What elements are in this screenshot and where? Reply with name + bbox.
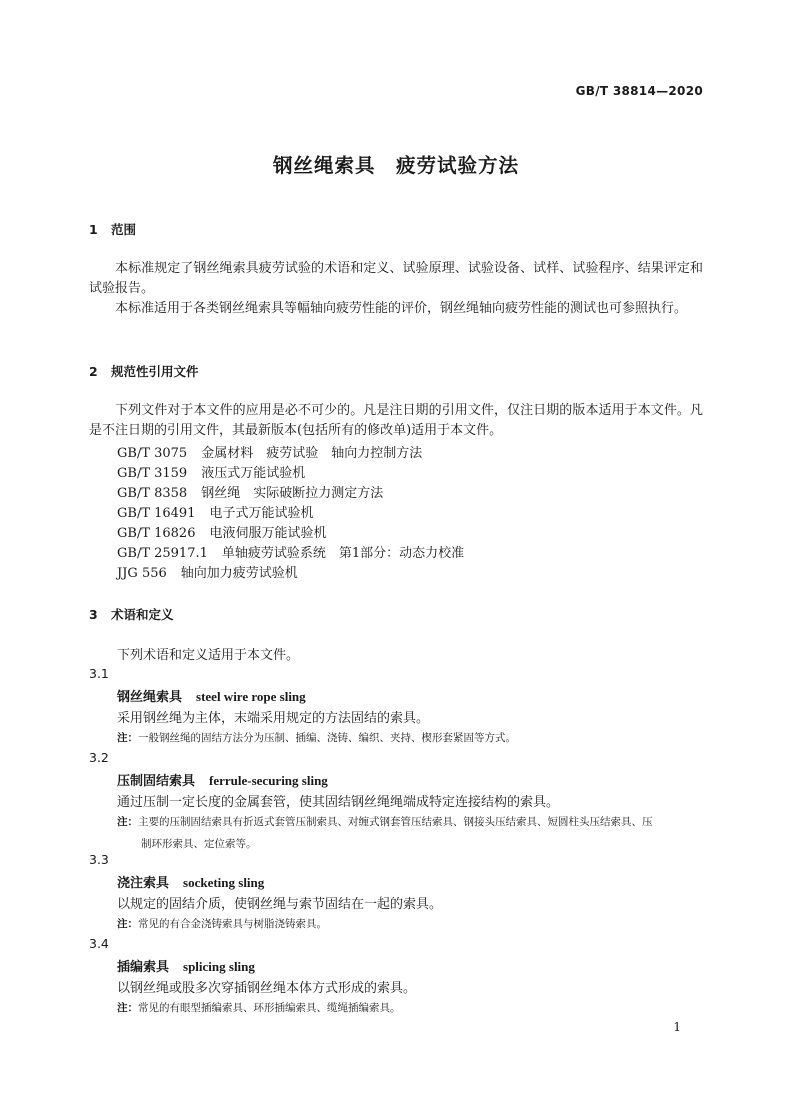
- section-1-paragraph-2: 本标准适用于各类钢丝绳索具等幅轴向疲劳性能的评价，钢丝绳轴向疲劳性能的测试也可参照执行。: [115, 301, 688, 316]
- reference-item: [117, 462, 305, 481]
- reference-code: GB/T 16491: [117, 506, 196, 521]
- reference-title: 轴向加力疲劳试验机: [180, 566, 298, 581]
- clause-number: 3.3: [89, 852, 109, 867]
- document-title: 钢丝绳索具 疲劳试验方法: [272, 154, 519, 177]
- note-text: 常见的有合金浇铸索具与树脂浇铸索具。: [138, 918, 327, 930]
- reference-item: [117, 482, 383, 501]
- page-number: 1: [673, 1020, 681, 1034]
- term-heading: [117, 770, 328, 789]
- clause-number: 3.2: [89, 750, 109, 765]
- note-label: 注：: [117, 816, 138, 828]
- term-definition: 采用钢丝绳为主体，末端采用规定的方法固结的索具。: [117, 711, 430, 726]
- section-title: 范围: [111, 222, 137, 237]
- note-text: 主要的压制固结索具有折返式套管压制索具、对缠式钢套管压结索具、钢接头压结索具、短圆柱头压结索具、压: [138, 816, 653, 828]
- section-2-heading: [89, 362, 199, 380]
- reference-code: GB/T 25917.1: [117, 546, 208, 561]
- standard-code: GB/T 38814—2020: [575, 84, 703, 98]
- term-note: [117, 998, 703, 1018]
- reference-code: GB/T 3075: [117, 446, 188, 461]
- reference-title: 钢丝绳 实际破断拉力测定方法: [201, 486, 384, 501]
- term-heading: [117, 686, 306, 705]
- term-definition: 以规定的固结介质，使钢丝绳与索节固结在一起的索具。: [117, 897, 443, 912]
- clause-number: 3.4: [89, 936, 109, 951]
- term-en: steel wire rope sling: [196, 689, 306, 704]
- section-title: 规范性引用文件: [111, 364, 199, 379]
- reference-item: [117, 502, 314, 521]
- reference-title: 单轴疲劳试验系统 第1部分：动态力校准: [221, 546, 465, 561]
- reference-code: GB/T 16826: [117, 526, 196, 541]
- note-label: 注：: [117, 732, 138, 744]
- section-2-paragraph-1: 下列文件对于本文件的应用是必不可少的。凡是注日期的引用文件，仅注日期的版本适用于本文件。凡是不注日期的引用文件，其最新版本(包括所有的修改单)适用于本文件。: [89, 403, 703, 438]
- reference-title: 金属材料 疲劳试验 轴向力控制方法: [201, 446, 423, 461]
- section-title: 术语和定义: [111, 607, 174, 622]
- term-definition: 通过压制一定长度的金属套管，使其固结钢丝绳绳端成特定连接结构的索具。: [117, 795, 560, 810]
- term-heading: [117, 872, 264, 891]
- term-heading: [117, 956, 255, 975]
- section-number: 3: [89, 607, 98, 622]
- reference-title: 电液伺服万能试验机: [209, 526, 327, 541]
- term-zh: 压制固结索具: [117, 774, 196, 789]
- reference-title: 液压式万能试验机: [201, 466, 306, 481]
- clause-number: 3.1: [89, 666, 109, 681]
- term-zh: 插编索具: [117, 960, 170, 975]
- term-zh: 浇注索具: [117, 876, 170, 891]
- term-note: [117, 728, 703, 748]
- term-en: splicing sling: [183, 959, 255, 974]
- note-label: 注：: [117, 918, 138, 930]
- term-note-continuation: 制环形索具、定位索等。: [141, 838, 257, 850]
- term-en: socketing sling: [183, 875, 265, 890]
- reference-item: [117, 562, 298, 581]
- section-number: 2: [89, 364, 98, 379]
- term-note: [117, 812, 703, 832]
- section-1-paragraph-1: 本标准规定了钢丝绳索具疲劳试验的术语和定义、试验原理、试验设备、试样、试验程序、结果评定和试验报告。: [89, 261, 703, 296]
- section-1-heading: [89, 220, 136, 238]
- term-definition: 以钢丝绳或股多次穿插钢丝绳本体方式形成的索具。: [117, 981, 417, 996]
- note-text: 常见的有眼型插编索具、环形插编索具、缆绳插编索具。: [138, 1002, 401, 1014]
- term-en: ferrule-securing sling: [209, 773, 328, 788]
- note-label: 注：: [117, 1002, 138, 1014]
- reference-code: GB/T 3159: [117, 466, 188, 481]
- reference-item: [117, 522, 327, 541]
- reference-code: GB/T 8358: [117, 486, 188, 501]
- reference-code: JJG 556: [117, 566, 167, 581]
- section-number: 1: [89, 222, 98, 237]
- term-note: [117, 914, 703, 934]
- reference-item: [117, 442, 422, 461]
- term-zh: 钢丝绳索具: [117, 690, 183, 705]
- section-3-intro: 下列术语和定义适用于本文件。: [117, 648, 300, 663]
- reference-title: 电子式万能试验机: [209, 506, 314, 521]
- reference-item: [117, 542, 464, 561]
- note-text: 一般钢丝绳的固结方法分为压制、插编、浇铸、编织、夹持、楔形套紧固等方式。: [138, 732, 516, 744]
- section-3-heading: [89, 605, 174, 623]
